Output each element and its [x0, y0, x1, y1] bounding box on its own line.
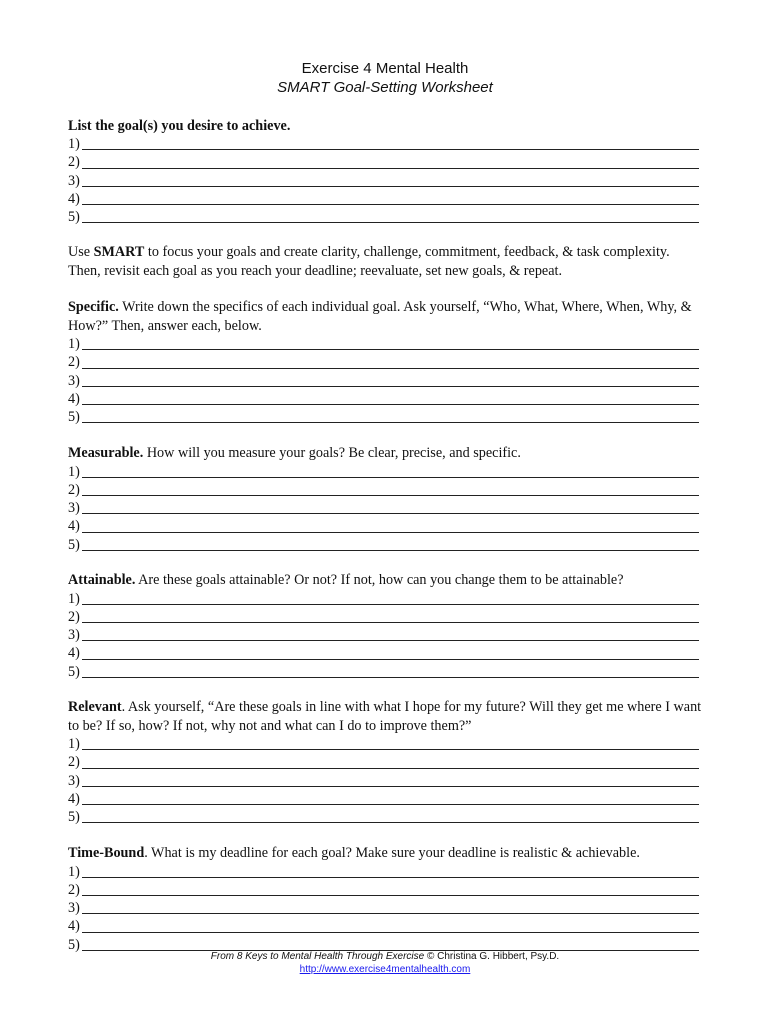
line-number: 1) [68, 590, 80, 607]
goal-line-5[interactable] [68, 208, 702, 226]
specific-prompt: Specific. Write down the specifics of each individual goal. Ask yourself, “Who, What, Where, When, Why, & How?” Then, answer each, below. [68, 299, 692, 334]
attainable-lines [68, 590, 702, 681]
line-number: 2) [68, 481, 80, 498]
attainable-prompt: Attainable. Are these goals attainable? Or not? If not, how can you change them to be attainable? [68, 572, 624, 588]
attainable-line-1[interactable] [68, 590, 702, 608]
line-number: 3) [68, 627, 80, 644]
goal-line-2[interactable] [68, 153, 702, 171]
smart-intro-text: Use SMART to focus your goals and create clarity, challenge, commitment, feedback, & task complexity. Then, revisit each goal as you reach your deadline; reevaluate, set new goals, & repeat. [68, 244, 670, 279]
measurable-line-3[interactable] [68, 499, 702, 517]
measurable-line-1[interactable] [68, 463, 702, 481]
attainable-section [68, 571, 702, 681]
goals-lines [68, 135, 702, 226]
timebound-prompt: Time-Bound. What is my deadline for each goal? Make sure your deadline is realistic & achievable. [68, 845, 640, 861]
relevant-label: Relevant [68, 699, 122, 715]
timebound-lines [68, 863, 702, 954]
goal-line-1[interactable] [68, 135, 702, 153]
line-number: 1) [68, 336, 80, 352]
line-number: 3) [68, 900, 80, 917]
attainable-line-3[interactable] [68, 626, 702, 644]
relevant-line-5[interactable] [68, 808, 702, 826]
line-number: 5) [68, 809, 80, 826]
page-footer [0, 951, 770, 975]
measurable-line-2[interactable] [68, 481, 702, 499]
smart-intro [68, 243, 702, 281]
line-number: 2) [68, 881, 80, 898]
worksheet-title: Exercise 4 Mental Health [301, 60, 469, 77]
timebound-section [68, 844, 702, 954]
footer-copyright: © Christina G. Hibbert, Psy.D. [424, 951, 560, 962]
timebound-label: Time-Bound [68, 845, 145, 861]
relevant-prompt: Relevant. Ask yourself, “Are these goals in line with what I hope for my future? Will they get me where I want to be? If so, how? If not, why not and what can I do to improve them?” [68, 699, 702, 734]
line-number: 4) [68, 645, 80, 662]
measurable-line-4[interactable] [68, 517, 702, 535]
relevant-lines [68, 735, 702, 826]
smart-keyword: SMART [93, 244, 145, 260]
line-number: 3) [68, 500, 80, 517]
timebound-line-1[interactable] [68, 863, 702, 881]
line-number: 5) [68, 536, 80, 553]
attainable-label: Attainable. [68, 572, 136, 588]
specific-label: Specific. [68, 299, 119, 315]
line-number: 2) [68, 354, 80, 371]
line-number: 4) [68, 190, 80, 207]
attainable-line-2[interactable] [68, 608, 702, 626]
attainable-line-5[interactable] [68, 663, 702, 681]
measurable-line-5[interactable] [68, 536, 702, 554]
timebound-line-4[interactable] [68, 917, 702, 935]
line-number: 5) [68, 936, 80, 953]
line-number: 3) [68, 772, 80, 789]
line-number: 5) [68, 663, 80, 680]
line-number: 3) [68, 172, 80, 189]
specific-line-3[interactable] [68, 372, 702, 390]
relevant-section [68, 698, 702, 826]
relevant-line-1[interactable] [68, 735, 702, 753]
line-number: 3) [68, 372, 80, 389]
line-number: 2) [68, 154, 80, 171]
footer-citation: From 8 Keys to Mental Health Through Exercise [210, 951, 425, 962]
line-number: 5) [68, 409, 80, 426]
line-number: 4) [68, 518, 80, 535]
goal-line-4[interactable] [68, 190, 702, 208]
measurable-lines [68, 463, 702, 554]
line-number: 1) [68, 736, 80, 752]
specific-line-2[interactable] [68, 353, 702, 371]
goals-heading: List the goal(s) you desire to achieve. [68, 118, 291, 134]
line-number: 5) [68, 209, 80, 226]
footer-website-link[interactable]: http://www.exercise4mentalhealth.com [299, 964, 471, 975]
worksheet-subtitle: SMART Goal-Setting Worksheet [277, 79, 493, 96]
timebound-line-3[interactable] [68, 899, 702, 917]
goals-section [68, 117, 702, 226]
measurable-label: Measurable. [68, 445, 144, 461]
line-number: 1) [68, 463, 80, 480]
line-number: 4) [68, 390, 80, 407]
relevant-line-2[interactable] [68, 753, 702, 771]
relevant-line-4[interactable] [68, 790, 702, 808]
attainable-line-4[interactable] [68, 644, 702, 662]
measurable-section [68, 444, 702, 554]
line-number: 2) [68, 608, 80, 625]
specific-line-4[interactable] [68, 390, 702, 408]
line-number: 1) [68, 863, 80, 880]
relevant-line-3[interactable] [68, 772, 702, 790]
measurable-prompt: Measurable. How will you measure your goals? Be clear, precise, and specific. [68, 445, 521, 461]
goal-line-3[interactable] [68, 172, 702, 190]
line-number: 4) [68, 918, 80, 935]
specific-line-1[interactable] [68, 335, 702, 353]
line-number: 1) [68, 136, 80, 152]
timebound-line-2[interactable] [68, 881, 702, 899]
specific-section [68, 298, 702, 426]
specific-lines [68, 335, 702, 426]
line-number: 2) [68, 754, 80, 771]
specific-line-5[interactable] [68, 408, 702, 426]
line-number: 4) [68, 790, 80, 807]
